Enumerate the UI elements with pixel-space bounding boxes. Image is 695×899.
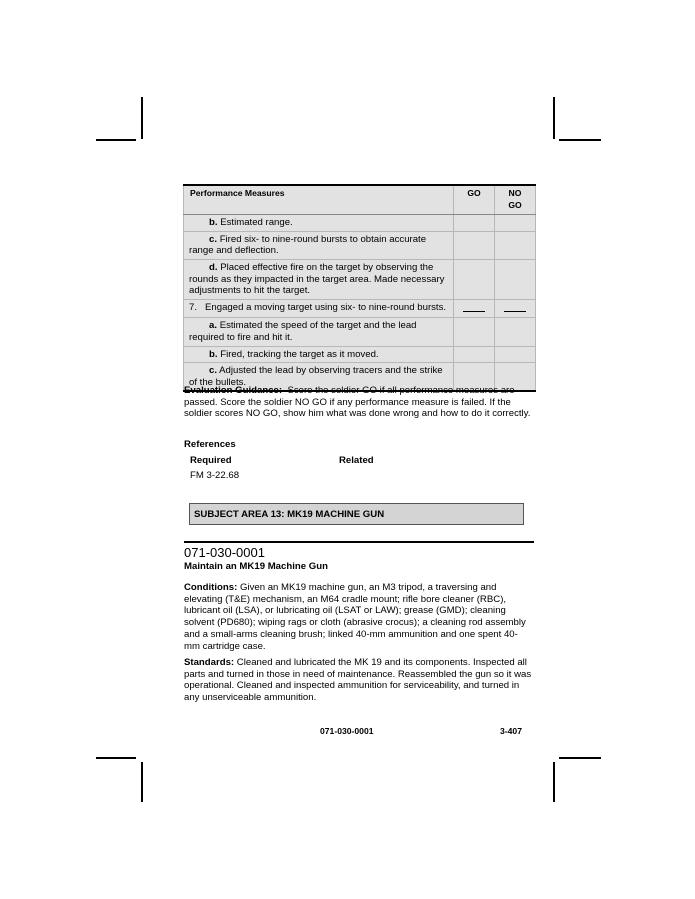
go-cell xyxy=(454,215,495,232)
nogo-cell xyxy=(495,318,536,346)
table-row xyxy=(184,346,536,363)
crop-mark-bottom-left-vertical xyxy=(141,762,143,802)
measure-text: Placed effective fire on the target by observing the rounds as they impacted in the target area. Made necessary adjustments to hit the target. xyxy=(189,261,445,297)
crop-mark-bottom-right-vertical xyxy=(553,762,555,802)
table-row xyxy=(184,259,536,299)
measure-label: c. xyxy=(209,233,218,245)
go-cell xyxy=(454,346,495,363)
nogo-header: NO GO xyxy=(495,185,536,215)
performance-measures-header: Performance Measures xyxy=(184,185,454,215)
evaluation-guidance xyxy=(184,385,532,420)
measure-cell xyxy=(184,259,454,299)
go-cell xyxy=(454,231,495,259)
table-row xyxy=(184,318,536,346)
task-number: 071-030-0001 xyxy=(184,545,265,560)
go-cell xyxy=(454,318,495,346)
measure-text: Engaged a moving target using six- to nine-round bursts. xyxy=(205,301,447,313)
measure-text: Adjusted the lead by observing tracers and the strike of the bullets. xyxy=(189,365,443,388)
measure-cell xyxy=(184,318,454,346)
subject-area-box: SUBJECT AREA 13: MK19 MACHINE GUN xyxy=(189,503,524,525)
crop-mark-top-right-vertical xyxy=(553,97,555,139)
required-references-heading: Required xyxy=(190,455,232,466)
nogo-cell xyxy=(495,231,536,259)
nogo-cell xyxy=(495,299,536,318)
references-heading: References xyxy=(184,439,236,450)
measure-text: Estimated the speed of the target and the lead required to fire and hit it. xyxy=(189,320,417,343)
nogo-blank-line xyxy=(504,310,526,312)
footer-page-number: 3-407 xyxy=(500,726,522,736)
measure-label: d. xyxy=(209,261,218,273)
go-cell xyxy=(454,259,495,299)
measure-cell xyxy=(184,299,454,318)
measure-label: c. xyxy=(209,365,218,377)
measure-text: Estimated range. xyxy=(220,217,293,229)
table-row xyxy=(184,231,536,259)
evaluation-guidance-text: Score the soldier GO if all performance measures are passed. Score the soldier NO GO if any performance measure is failed. If the soldier scores NO GO, show him what was done wrong and how to do it correctly. xyxy=(184,385,531,420)
measure-label: b. xyxy=(209,348,218,360)
measure-text: Fired, tracking the target as it moved. xyxy=(220,348,379,360)
footer-task-number: 071-030-0001 xyxy=(320,726,374,736)
required-reference-item: FM 3-22.68 xyxy=(190,470,240,481)
standards-text: Cleaned and lubricated the MK 19 and its components. Inspected all parts and turned in those in need of maintenance. Reassembled the gun so it was operational. Cleaned and inspected ammunition for serviceability, and turned in any unserviceable ammunition. xyxy=(184,657,532,704)
crop-mark-top-left-horizontal xyxy=(96,139,136,141)
measure-label: b. xyxy=(209,217,218,229)
measure-cell xyxy=(184,231,454,259)
measure-cell xyxy=(184,215,454,232)
standards-label: Standards: xyxy=(184,657,235,668)
conditions-label: Conditions: xyxy=(184,582,238,593)
go-cell xyxy=(454,299,495,318)
nogo-cell xyxy=(495,346,536,363)
task-divider xyxy=(184,541,534,543)
nogo-cell xyxy=(495,259,536,299)
measure-cell xyxy=(184,346,454,363)
measure-text: Fired six- to nine-round bursts to obtain accurate range and deflection. xyxy=(189,233,427,257)
nogo-cell xyxy=(495,215,536,232)
measure-label: 7. xyxy=(189,301,198,313)
crop-mark-bottom-left-horizontal xyxy=(96,757,136,759)
task-title: Maintain an MK19 Machine Gun xyxy=(184,561,328,572)
evaluation-guidance-label: Evaluation Guidance: xyxy=(184,385,283,396)
crop-mark-top-left-vertical xyxy=(141,97,143,139)
crop-mark-bottom-right-horizontal xyxy=(559,757,601,759)
table-row xyxy=(184,299,536,318)
related-references-heading: Related xyxy=(339,455,374,466)
performance-measures-table xyxy=(183,184,536,392)
conditions-text: Given an MK19 machine gun, an M3 tripod, a traversing and elevating (T&E) mechanism, an M64 cradle mount; rifle bore cleaner (RBC), lubricant oil (LSA), or lubricating oil (LSAT or LAW); grease (GMD); cleaning solvent (PD680); wiping rags or cloth (abrasive crocus); a cleaning rod assembly and a small-arms cleaning brush; linked 40-mm ammunition and one spent 40-mm cartridge case. xyxy=(184,582,526,652)
table-header-row xyxy=(184,185,536,215)
crop-mark-top-right-horizontal xyxy=(559,139,601,141)
conditions-paragraph xyxy=(184,582,532,652)
table-row xyxy=(184,215,536,232)
measure-label: a. xyxy=(209,320,218,332)
standards-paragraph xyxy=(184,657,532,704)
go-blank-line xyxy=(463,310,485,312)
go-header: GO xyxy=(454,185,495,215)
